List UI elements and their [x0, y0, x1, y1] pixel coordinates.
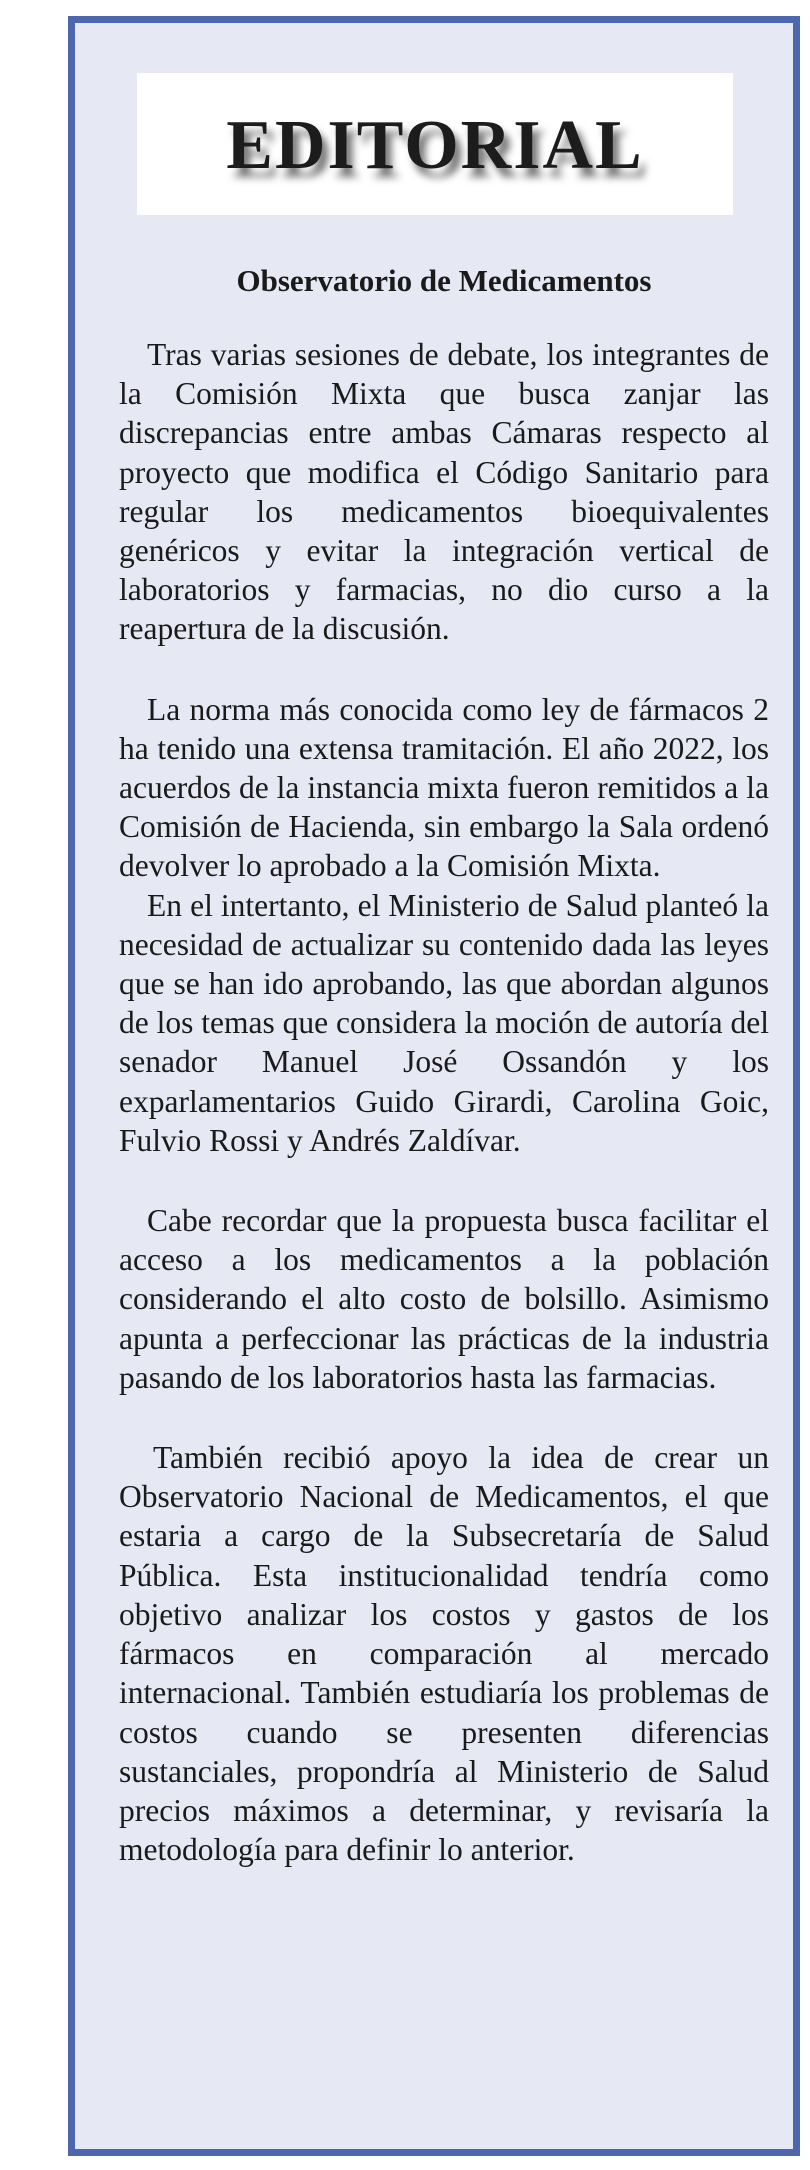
paragraph-2: La norma más conocida como ley de fármacos 2 ha tenido una extensa tramitación. El año 2022, los acuerdos de la instancia mixta fueron remitidos a la Comisión de Hacienda, sin embargo la Sala ordenó devolver lo aprobado a la Comisión Mixta.	[119, 691, 769, 884]
paragraph-3: En el intertanto, el Ministerio de Salud planteó la necesidad de actualizar su contenido dada las leyes que se han ido aprobando, las que abordan algunos de los temas que considera la moción de autoría del senador Manuel José Ossandón y los exparlamentarios Guido Girardi, Carolina Goic, Fulvio Rossi y Andrés Zaldívar.	[119, 887, 769, 1158]
paragraph-5: También recibió apoyo la idea de crear un Observatorio Nacional de Medicamentos, el que estaria a cargo de la Subsecretaría de Salud Pública. Esta institucionalidad tendría como objetivo analizar los costos y gastos de los fármacos en comparación al mercado internacional. También estudiaría los problemas de costos cuando se presenten diferencias sustanciales, propondría al Ministerio de Salud precios máximos a determinar, y revisaría la metodología para definir lo anterior.	[119, 1440, 769, 1868]
paragraph-4: Cabe recordar que la propuesta busca facilitar el acceso a los medicamentos a la población considerando el alto costo de bolsillo. Asimismo apunta a perfeccionar las prácticas de la industria pasando de los laboratorios hasta las farmacias.	[119, 1203, 769, 1395]
editorial-panel	[68, 16, 800, 2156]
paragraph-1: Tras varias sesiones de debate, los integrantes de la Comisión Mixta que busca zanjar las discrepancias entre ambas Cámaras respecto al proyecto que modifica el Código Sanitario para regular los medicamentos bioequivalentes genéricos y evitar la integración vertical de laboratorios y farmacias, no dio curso a la reapertura de la discusión.	[119, 337, 769, 647]
article-subtitle: Observatorio de Medicamentos	[236, 263, 652, 298]
page-title: EDITORIAL	[226, 107, 644, 184]
article-body	[119, 263, 769, 1869]
header-box	[137, 73, 733, 215]
